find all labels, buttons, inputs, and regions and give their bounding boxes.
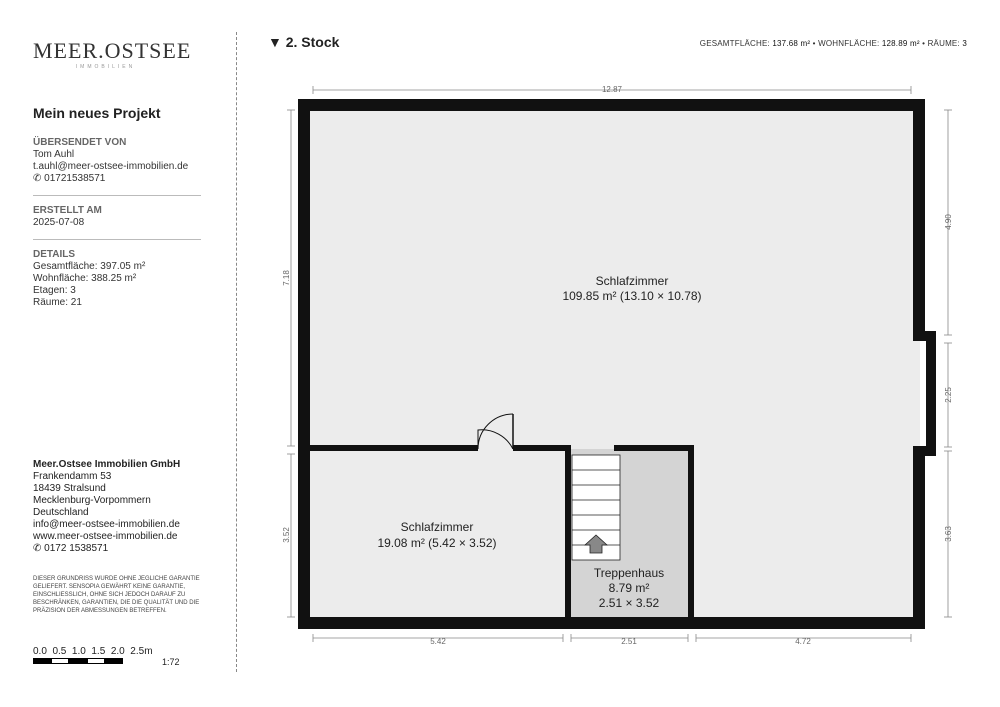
scale-ratio: 1:72 [162,657,180,667]
project-title: Mein neues Projekt [33,105,161,121]
room-label-dims: 2.51 × 3.52 [598,596,660,610]
room-label-name: Treppenhaus [593,566,665,580]
living-area-label: WOHNFLÄCHE: [818,39,880,48]
wall-interior-mid [513,445,571,451]
company-web[interactable]: www.meer-ostsee-immobilien.de [33,531,178,542]
details-floors: Etagen: 3 [33,285,76,296]
dimension-label: 2.51 [621,637,637,646]
created-date: 2025-07-08 [33,217,85,228]
stats-sep: • [922,39,926,48]
logo-sub-text: IMMOBILIEN [75,64,136,70]
logo-main-text: MEER.OSTSEE [33,38,192,63]
company-city: 18439 Stralsund [33,483,106,494]
sent-by-heading: ÜBERSENDET VON [33,137,127,148]
living-area-value: 128.89 m² [881,39,920,48]
stairs [572,455,620,560]
stats-sep: • [812,39,816,48]
total-area-value: 137.68 m² [772,39,811,48]
wall-stair-right [688,445,694,625]
company-country: Deutschland [33,507,89,518]
room-label-name: Schlafzimmer [400,520,474,534]
dimension-label: 3.52 [282,527,291,543]
wall-bottom [298,617,920,629]
phone-icon: ✆ [33,543,42,554]
company-phone: 0172 1538571 [44,543,109,554]
room-label-area: 109.85 m² (13.10 × 10.78) [562,289,702,303]
wall-interior-right [614,445,692,451]
scale-labels: 0.0 0.5 1.0 1.5 2.0 2.5m [33,646,153,657]
created-heading: ERSTELLT AM [33,205,102,216]
dimension-label: 4.72 [795,637,811,646]
company-name: Meer.Ostsee Immobilien GmbH [33,459,181,470]
room-label-area: 19.08 m² (5.42 × 3.52) [377,536,497,550]
dimension-label: 4.90 [944,214,953,230]
wall-interior-left [306,445,478,451]
dimension-label: 7.18 [282,270,291,286]
wall-top [298,99,920,111]
floor-title[interactable]: ▼ 2. Stock [268,34,340,50]
wall-stair-left [565,445,571,625]
sent-by-email[interactable]: t.auhl@meer-ostsee-immobilien.de [33,161,189,172]
sent-by-phone: 01721538571 [44,173,106,184]
dimension-label: 12.87 [601,85,623,94]
details-total-area: Gesamtfläche: 397.05 m² [33,261,146,272]
dimension-label: 3.63 [944,526,953,542]
disclaimer: DIESER GRUNDRISS WURDE OHNE JEGLICHE GARANTIE GELIEFERT. SENSOPIA GEWÄHRT KEINE GARANTIE, EINSCHLIESSLICH, OHNE SICH JEDOCH DARAUF ZU BESCHRÄNKEN, GARANTIEN, DIE DIE QUALITÄT UND DIE PRÄZISION DER ABMESSUNGEN BETREFFEN. [33,576,200,614]
details-heading: DETAILS [33,249,76,260]
room-label-area: 8.79 m² [608,581,650,595]
details-living-area: Wohnfläche: 388.25 m² [33,273,137,284]
room-label-name: Schlafzimmer [595,274,669,288]
details-rooms: Räume: 21 [33,297,82,308]
total-area-label: GESAMTFLÄCHE: [699,39,770,48]
wall-right-lower [913,446,925,629]
rooms-label: RÄUME: [927,39,960,48]
dimension-label: 2.25 [944,387,953,403]
rooms-value: 3 [962,39,967,48]
company-email[interactable]: info@meer-ostsee-immobilien.de [33,519,180,530]
wall-right-middle [926,331,936,456]
phone-icon: ✆ [33,173,42,184]
wall-left [298,99,310,629]
wall-right-upper [913,99,925,331]
company-state: Mecklenburg-Vorpommern [33,495,151,506]
sent-by-name: Tom Auhl [33,149,75,160]
dimension-label: 5.42 [430,637,446,646]
company-street: Frankendamm 53 [33,471,112,482]
